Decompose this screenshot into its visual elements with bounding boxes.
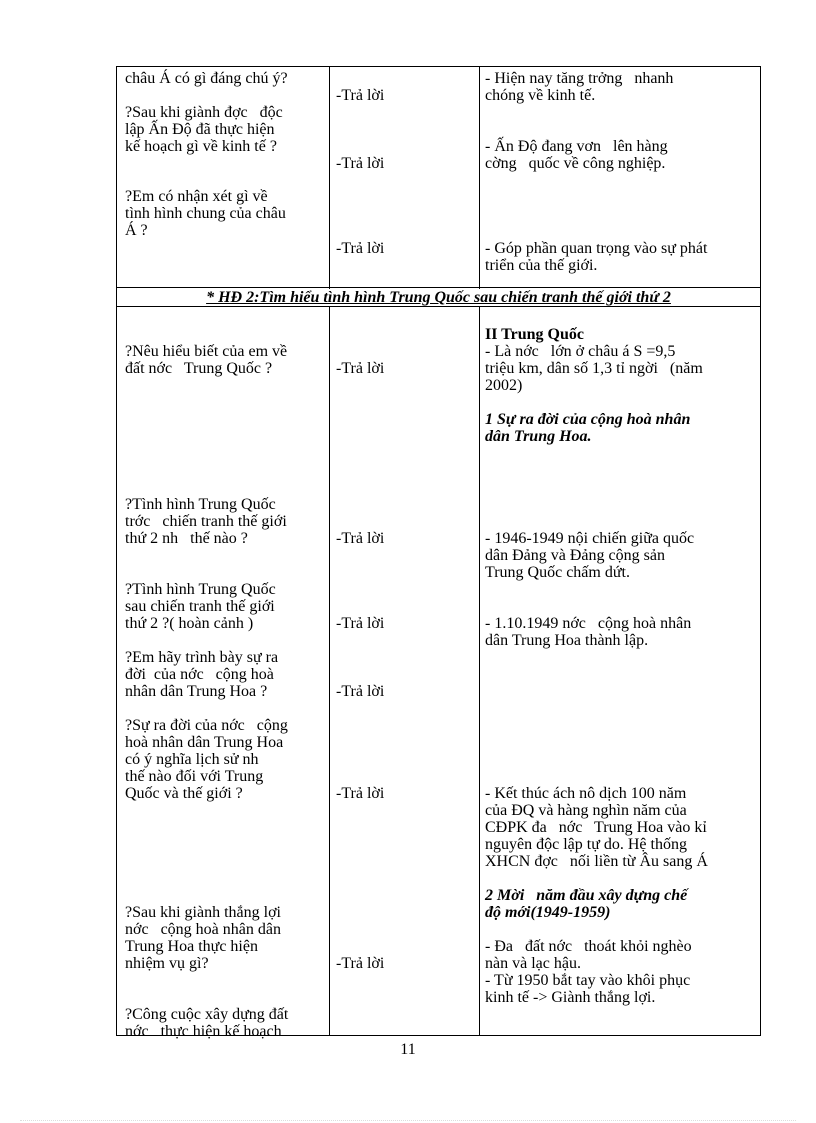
content-text: - Ấn Độ đang vơn lên hàng cờng quốc về công nghiệp. <box>485 138 668 172</box>
answer-label: -Trả lời <box>336 87 385 104</box>
row-divider <box>117 287 760 288</box>
answer-label: -Trả lời <box>336 955 385 972</box>
answer-label: -Trả lời <box>336 360 385 377</box>
answer-label: -Trả lời <box>336 683 385 700</box>
content-text: - Đa đất nớc thoát khỏi nghèo nàn và lạc hậu. - Từ 1950 bắt tay vào khôi phục kinh tế -> Giành thắng lợi. <box>485 938 692 1006</box>
answer-label: -Trả lời <box>336 530 385 547</box>
subsection-heading: 2 Mời năm đầu xây dựng chế độ mới(1949-1959) <box>485 887 688 921</box>
section-header: * HĐ 2:Tìm hiểu tình hình Trung Quốc sau chiến tranh thế giới thứ 2 <box>117 289 760 306</box>
lesson-table <box>116 66 761 1040</box>
page-number: 11 <box>400 1041 416 1058</box>
answer-label: -Trả lời <box>336 155 385 172</box>
question-text: ?Sau khi giành thắng lợi nớc cộng hoà nhân dân Trung Hoa thực hiện nhiệm vụ gì? <box>125 904 281 972</box>
question-text: ?Công cuộc xây dựng đất nớc thực hiện kế hoạch <box>125 1006 289 1040</box>
subsection-heading: 1 Sự ra đời của cộng hoà nhân dân Trung Hoa. <box>485 411 691 445</box>
bottom-dotted-rule <box>20 1120 796 1121</box>
column-divider <box>479 67 480 1035</box>
question-text: ?Em có nhận xét gì về tình hình chung của châu Á ? <box>125 188 286 239</box>
question-text: ?Em hãy trình bày sự ra đời của nớc cộng hoà nhân dân Trung Hoa ? <box>125 649 279 700</box>
question-text: ?Tình hình Trung Quốc sau chiến tranh thế giới thứ 2 ?( hoàn cảnh ) <box>125 581 276 632</box>
content-text: - Hiện nay tăng trởng nhanh chóng về kinh tế. <box>485 70 674 104</box>
content-text: - Là nớc lớn ở châu á S =9,5 triệu km, dân số 1,3 tỉ ngời (năm 2002) <box>485 343 703 394</box>
row-divider <box>117 306 760 307</box>
content-text: - Góp phần quan trọng vào sự phát triển của thế giới. <box>485 240 708 274</box>
section-heading: II Trung Quốc <box>485 326 584 343</box>
answer-label: -Trả lời <box>336 240 385 257</box>
question-text: ?Sự ra đời của nớc cộng hoà nhân dân Trung Hoa có ý nghĩa lịch sử nh thế nào đối với Trung Quốc và thế giới ? <box>125 717 288 802</box>
answer-label: -Trả lời <box>336 615 385 632</box>
question-text: ?Tình hình Trung Quốc trớc chiến tranh thế giới thứ 2 nh thế nào ? <box>125 496 287 547</box>
content-text: - Kết thúc ách nô dịch 100 năm của ĐQ và hàng nghìn năm của CĐPK đa nớc Trung Hoa vào kỉ nguyên độc lập tự do. Hệ thống XHCN đợc nối liền từ Âu sang Á <box>485 785 708 870</box>
column-divider <box>329 67 330 1035</box>
question-text: châu Á có gì đáng chú ý? <box>125 70 288 87</box>
question-text: ?Nêu hiểu biết của em về đất nớc Trung Quốc ? <box>125 343 288 377</box>
content-text: - 1946-1949 nội chiến giữa quốc dân Đảng và Đảng cộng sản Trung Quốc chấm dứt. <box>485 530 695 581</box>
question-text: ?Sau khi giành đợc độc lập Ấn Độ đã thực hiện kế hoạch gì về kinh tế ? <box>125 104 283 155</box>
content-text: - 1.10.1949 nớc cộng hoà nhân dân Trung Hoa thành lập. <box>485 615 692 649</box>
answer-label: -Trả lời <box>336 785 385 802</box>
